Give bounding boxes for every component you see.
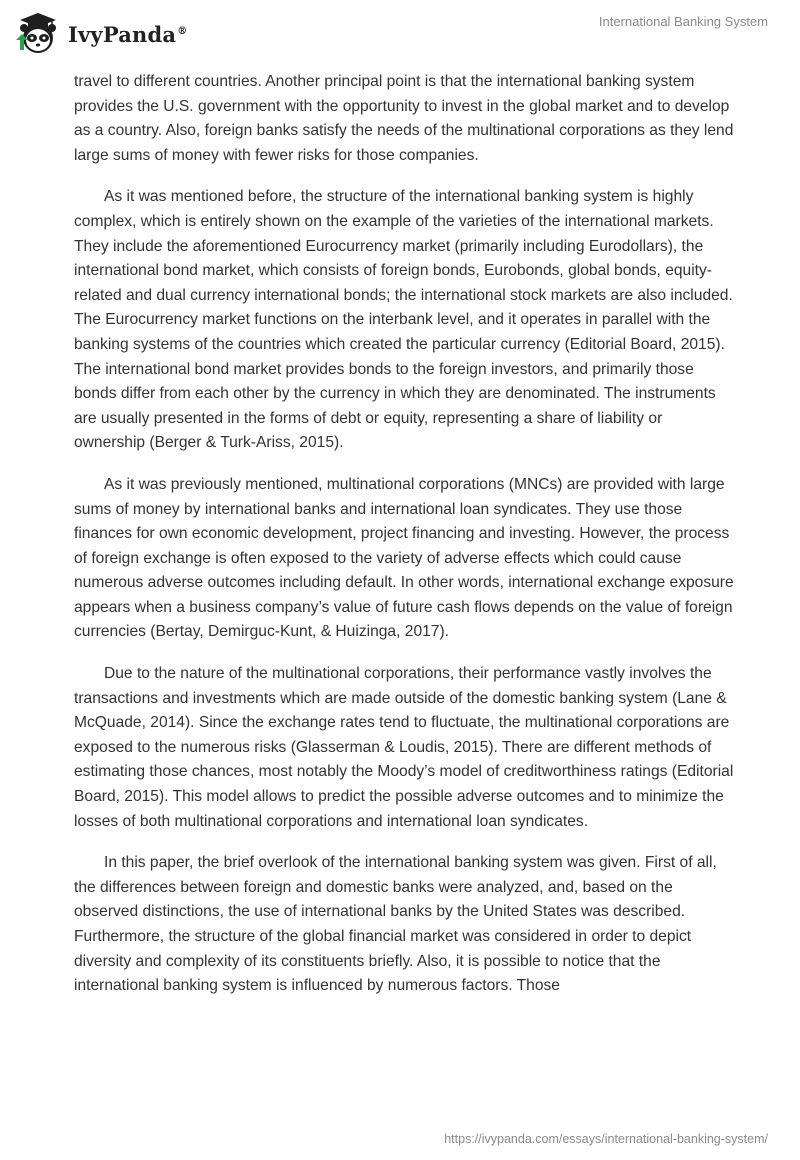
paragraph: In this paper, the brief overlook of the international banking system was given. First of all, the differences between foreign and domestic banks were analyzed, and, based on the observed distinctions, the use of international banks by the United States was described. Furthermore, the structure of the global financial market was considered in order to depict diversity and complexity of its constituents briefly. Also, it is possible to notice that the international banking system is influenced by numerous factors. Those xyxy=(74,854,717,995)
page-header xyxy=(0,0,800,66)
panda-graduate-icon xyxy=(14,10,62,56)
paragraph: As it was previously mentioned, multinational corporations (MNCs) are provided with large sums of money by international banks and international loan syndicates. They use those finances for own economic development, project financing and investing. However, the process of foreign exchange is often exposed to the variety of adverse effects which could cause numerous adverse outcomes including default. In other words, international exchange exposure appears when a business company’s value of future cash flows depends on the value of foreign currencies (Bertay, Demirguc-Kunt, & Huizinga, 2017). xyxy=(74,475,734,641)
paragraph: Due to the nature of the multinational corporations, their performance vastly involves the transactions and investments which are made outside of the domestic banking system (Lane & McQuade, 2014). Since the exchange rates tend to fluctuate, the multinational corporations are exposed to the numerous risks (Glasserman & Loudis, 2015). There are different methods of estimating those chances, most notably the Moody’s model of creditworthiness ratings (Editorial Board, 2015). This model allows to predict the possible adverse outcomes and to minimize the losses of both multinational corporations and international loan syndicates. xyxy=(74,665,734,830)
paragraph: As it was mentioned before, the structure of the international banking system is highly complex, which is entirely shown on the example of the varieties of the international markets. They include the aforementioned Eurocurrency market (primarily including Eurodollars), the international bond market, which consists of foreign bonds, Eurobonds, global bonds, equity-related and dual currency international bonds; the international stock markets are also included. The Eurocurrency market functions on the interbank level, and it operates in parallel with the banking systems of the countries which created the particular currency (Editorial Board, 2015). The international bond market provides bonds to the foreign investors, and primarily those bonds differ from each other by the currency in which they are denominated. The instruments are usually presented in the forms of debt or equity, representing a share of liability or ownership (Berger & Turk-Ariss, 2015). xyxy=(74,188,733,452)
document-title: International Banking System xyxy=(598,14,768,29)
paragraph: travel to different countries. Another principal point is that the international banking system provides the U.S. government with the opportunity to invest in the global market and to develop as a country. Also, foreign banks satisfy the needs of the multinational corporations as they lend large sums of money with fewer risks for those companies. xyxy=(74,73,734,164)
source-url[interactable]: https://ivypanda.com/essays/international-banking-system/ xyxy=(444,1132,768,1146)
brand-name: IvyPanda® xyxy=(68,21,188,47)
essay-body xyxy=(74,70,734,1016)
brand-logo[interactable] xyxy=(14,10,187,56)
